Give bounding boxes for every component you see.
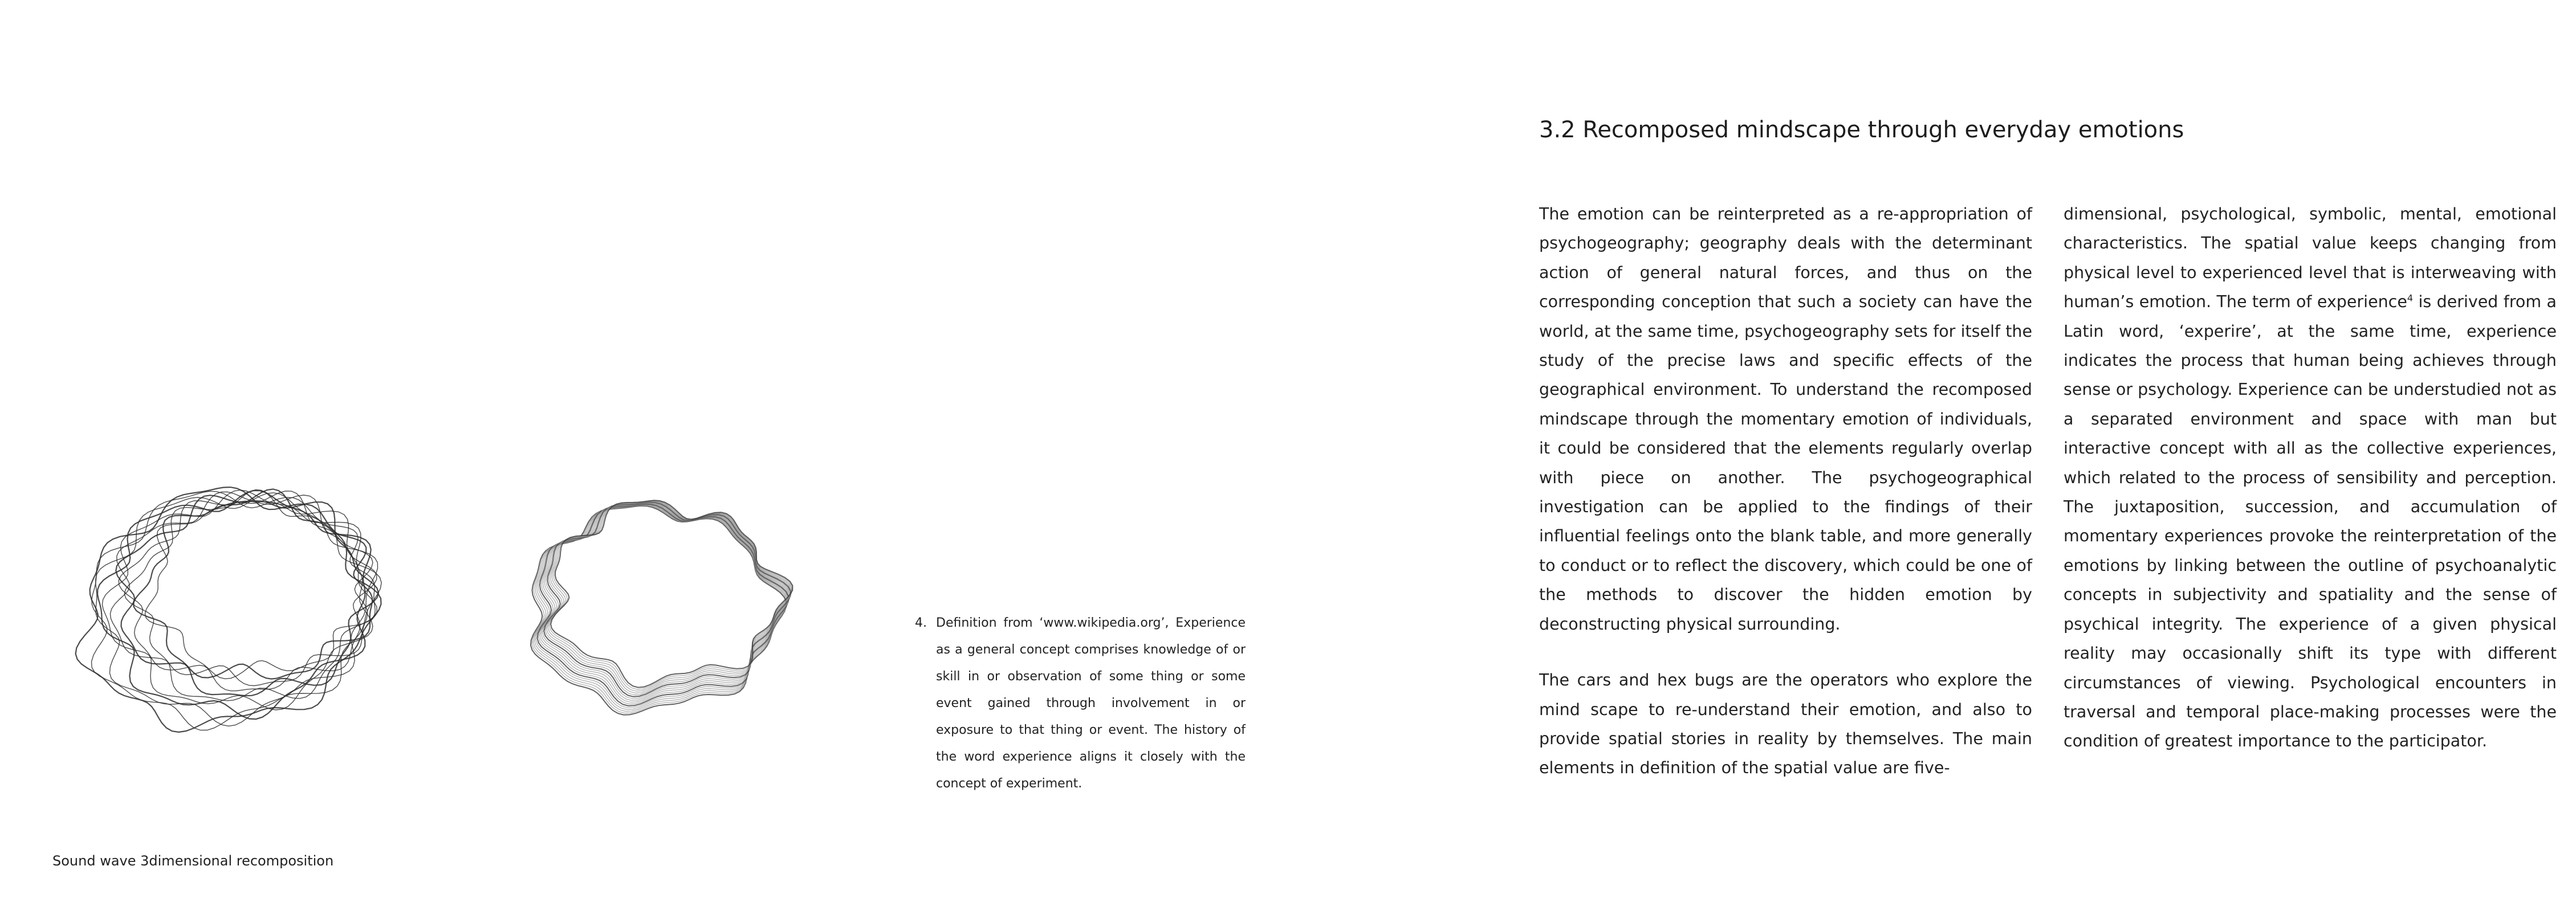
text-column-left [1539,199,2032,810]
sound-wave-line-figure [54,433,442,775]
wave-line [145,490,375,679]
paragraph-text: dimensional, psychological, symbolic, mental, emotional characteristics. The spatial value keeps changing from physical level to experienced level that is interweaving with human’s emotion. The term of experience [2064,205,2557,312]
figure-caption: Sound wave 3dimensional recomposition [52,853,334,869]
footnote [915,610,1246,797]
section-title: 3.2 Recomposed mindscape through everyday emotions [1539,117,2184,143]
paragraph-text: is derived from a Latin word, ‘experire’, at the same time, experience indicates the process that human being achieves through sense or psychology. Experience can be understudied not as a separated environment and space with man but interactive concept with all as the collective experiences, which related to the process of sensibility and perception. The juxtaposition, succession, and accumulation of momentary experiences provoke the reinterpretation of the emotions by linking between the outline of psychoanalytic concepts in subjectivity and spatiality and the sense of psychical integrity. The experience of a given physical reality may occasionally shift its type with different circumstances of viewing. Psychological encounters in traversal and temporal place-making processes were the condition of greatest importance to the participator. [2064,292,2557,751]
paragraph: The emotion can be reinterpreted as a re-appropriation of psychogeography; geography deals with the determinant action of general natural forces, and thus on the corresponding conception that such a society can have the world, at the same time, psychogeography sets for itself the study of the precise laws and specific effects of the geographical environment. To understand the recomposed mindscape through the momentary emotion of individuals, it could be considered that the elements regularly overlap with piece on another. The psychogeographical investigation can be applied to the findings of their influential feelings onto the blank table, and more generally to conduct or to reflect the discovery, which could be one of the methods to discover the hidden emotion by deconstructing physical surrounding. [1539,205,2032,634]
ribbon-strand [542,503,790,701]
ribbon-strand [540,503,789,702]
wave-line [124,491,373,686]
ribbon-strand [547,501,791,693]
sound-wave-ribbon-figure [496,470,815,755]
ribbon-strand [543,503,790,698]
footnote-text: Definition from ‘www.wikipedia.org’, Experience as a general concept comprises knowledge of or skill in or observation of some thing or some event gained through involvement in or exposure to that thing or event. The history of the word experience aligns it closely with the concept of experiment. [936,616,1246,791]
ribbon-strand [544,502,791,696]
footnote-number: 4. [915,616,927,630]
paragraph [2064,199,2557,756]
ribbon-strand [546,502,791,695]
text-column-right [2064,199,2557,783]
wave-line [110,492,377,701]
wave-line [134,489,372,679]
ribbon-strand [532,505,787,713]
paragraph: The cars and hex bugs are the operators who explore the mind scape to re-understand their emotion, and also to provide spatial stories in reality by themselves. The main elements in definition of the spatial value are five- [1539,671,2032,778]
footnote-reference[interactable]: 4 [2407,292,2414,304]
